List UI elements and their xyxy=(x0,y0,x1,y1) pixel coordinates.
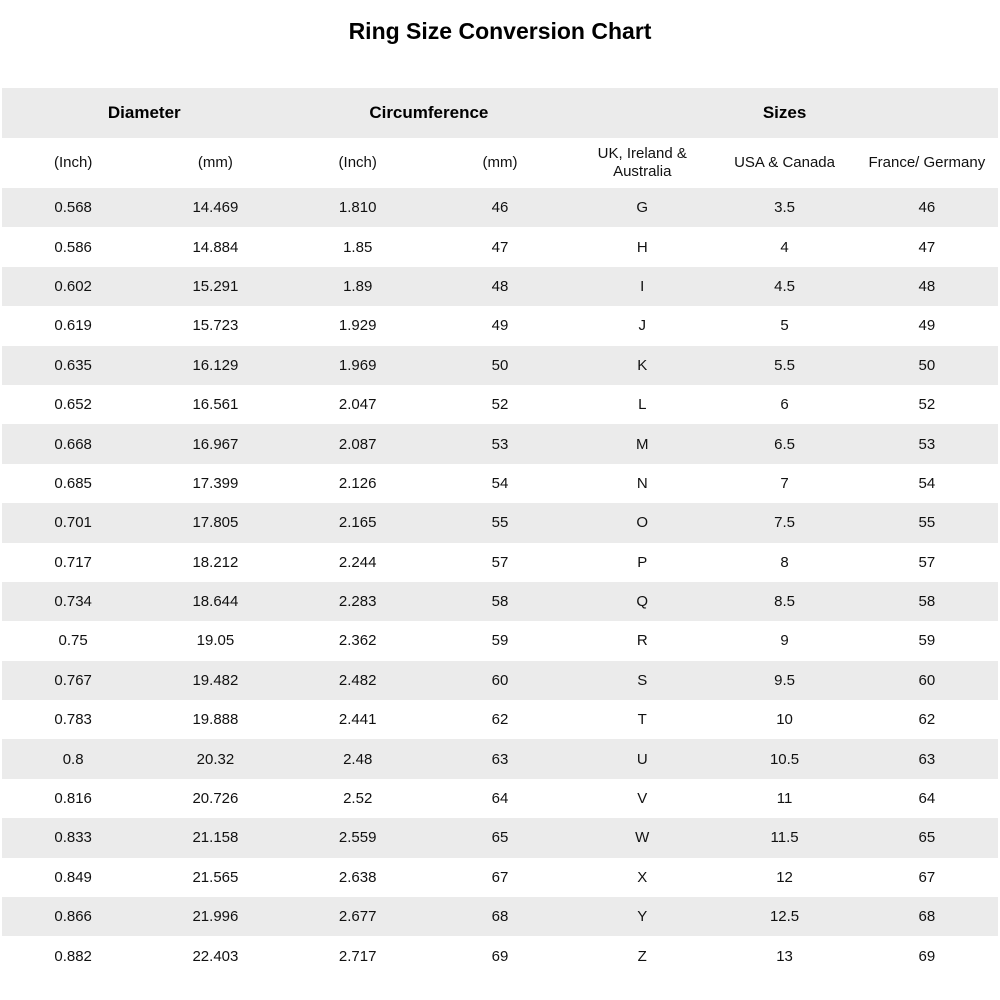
table-cell: 15.723 xyxy=(192,317,239,335)
table-cell: 0.882 xyxy=(54,947,92,965)
table-cell: 2.52 xyxy=(343,790,373,808)
table-cell: 58 xyxy=(856,582,998,621)
table-cell: 53 xyxy=(429,424,571,463)
table-cell: Z xyxy=(637,947,647,965)
table-cell: 48 xyxy=(856,267,998,306)
table-cell: 18.212 xyxy=(192,553,239,571)
table-cell: 0.849 xyxy=(54,868,92,886)
table-cell: 8.5 xyxy=(713,582,855,621)
table-cell: 52 xyxy=(918,396,936,414)
table-cell: 13 xyxy=(776,947,793,965)
table-cell: 55 xyxy=(856,503,998,542)
table-cell: N xyxy=(636,474,648,492)
table-cell: 64 xyxy=(491,790,509,808)
table-cell: 0.734 xyxy=(2,582,144,621)
table-cell: 2.482 xyxy=(287,661,429,700)
table-row xyxy=(2,936,998,975)
table-cell: 0.75 xyxy=(58,632,88,650)
table-cell: I xyxy=(571,267,713,306)
table-cell: 5.5 xyxy=(713,346,855,385)
table-row xyxy=(2,818,998,857)
table-cell: M xyxy=(571,424,713,463)
table-cell: 2.441 xyxy=(338,711,377,729)
table-cell: 0.833 xyxy=(2,818,144,857)
table-cell: 16.129 xyxy=(144,346,286,385)
table-row xyxy=(2,227,998,266)
table-cell: 54 xyxy=(491,474,509,492)
table-cell: 2.362 xyxy=(338,632,377,650)
table-cell: 62 xyxy=(491,711,509,729)
table-cell: 16.967 xyxy=(144,424,286,463)
table-cell: 7.5 xyxy=(713,503,855,542)
table-cell: 46 xyxy=(856,188,998,227)
table-cell: 21.996 xyxy=(144,897,286,936)
column-header-cell: UK, Ireland & Australia xyxy=(571,138,713,188)
table-cell: 2.244 xyxy=(338,553,377,571)
table-cell: 59 xyxy=(491,632,509,650)
table-cell: 57 xyxy=(918,553,936,571)
table-row xyxy=(2,543,998,582)
table-cell: 2.559 xyxy=(287,818,429,857)
column-header-cell: USA & Canada xyxy=(713,138,855,188)
table-cell: Q xyxy=(571,582,713,621)
table-cell: 50 xyxy=(856,346,998,385)
table-cell: 16.561 xyxy=(192,396,239,414)
table-cell: V xyxy=(637,790,648,808)
group-header-cell: Sizes xyxy=(571,88,998,138)
table-cell: 5 xyxy=(780,317,789,335)
table-row xyxy=(2,188,998,227)
table-cell: 12 xyxy=(776,868,793,886)
table-cell: 65 xyxy=(856,818,998,857)
table-cell: 0.701 xyxy=(2,503,144,542)
table-cell: G xyxy=(571,188,713,227)
table-row xyxy=(2,739,998,778)
table-cell: 0.619 xyxy=(54,317,92,335)
table-body xyxy=(2,188,998,976)
table-cell: 18.644 xyxy=(144,582,286,621)
table-cell: T xyxy=(637,711,647,729)
table-cell: 0.816 xyxy=(54,790,92,808)
table-cell: 14.884 xyxy=(192,238,239,256)
table-cell: 50 xyxy=(429,346,571,385)
table-row xyxy=(2,661,998,700)
table-row xyxy=(2,779,998,818)
table-cell: 2.717 xyxy=(338,947,377,965)
table-row xyxy=(2,621,998,660)
table-cell: 1.969 xyxy=(287,346,429,385)
table-cell: 12.5 xyxy=(713,897,855,936)
table-cell: 47 xyxy=(918,238,936,256)
table-cell: 67 xyxy=(491,868,509,886)
table-row xyxy=(2,267,998,306)
table-cell: 1.929 xyxy=(338,317,377,335)
table-cell: 52 xyxy=(491,396,509,414)
table-cell: 10.5 xyxy=(713,739,855,778)
table-cell: 67 xyxy=(918,868,936,886)
table-cell: W xyxy=(571,818,713,857)
table-cell: 14.469 xyxy=(144,188,286,227)
table-cell: 2.165 xyxy=(287,503,429,542)
table-cell: 20.726 xyxy=(192,790,239,808)
table-cell: 69 xyxy=(918,947,936,965)
table-cell: 59 xyxy=(918,632,936,650)
table-row xyxy=(2,700,998,739)
table-row xyxy=(2,346,998,385)
table-row xyxy=(2,464,998,503)
table-cell: 11.5 xyxy=(713,818,855,857)
table-cell: 46 xyxy=(429,188,571,227)
table-cell: 0.586 xyxy=(54,238,92,256)
table-cell: 7 xyxy=(780,474,789,492)
table-row xyxy=(2,582,998,621)
table-cell: 19.888 xyxy=(192,711,239,729)
table-cell: 2.677 xyxy=(287,897,429,936)
table-row xyxy=(2,385,998,424)
table-cell: 49 xyxy=(491,317,509,335)
table-cell: 62 xyxy=(918,711,936,729)
table-cell: 0.602 xyxy=(2,267,144,306)
table-cell: 6.5 xyxy=(713,424,855,463)
table-cell: 4 xyxy=(780,238,789,256)
column-header-cell: France/ Germany xyxy=(856,138,998,188)
table-cell: 17.805 xyxy=(144,503,286,542)
table-cell: 2.48 xyxy=(287,739,429,778)
table-cell: U xyxy=(571,739,713,778)
table-cell: 17.399 xyxy=(192,474,239,492)
table-cell: 0.767 xyxy=(2,661,144,700)
table-cell: 60 xyxy=(429,661,571,700)
table-cell: 21.158 xyxy=(144,818,286,857)
table-row xyxy=(2,306,998,345)
table-cell: 55 xyxy=(429,503,571,542)
column-header-cell: (Inch) xyxy=(287,138,429,188)
table-cell: 58 xyxy=(429,582,571,621)
table-cell: 8 xyxy=(780,553,789,571)
table-row xyxy=(2,424,998,463)
table-cell: 57 xyxy=(491,553,509,571)
table-cell: 47 xyxy=(491,238,509,256)
table-cell: 2.283 xyxy=(287,582,429,621)
table-cell: 19.05 xyxy=(196,632,235,650)
table-cell: 0.783 xyxy=(54,711,92,729)
table-cell: 49 xyxy=(918,317,936,335)
table-cell: L xyxy=(638,396,647,414)
table-cell: 0.668 xyxy=(2,424,144,463)
table-row xyxy=(2,897,998,936)
table-row xyxy=(2,858,998,897)
table-cell: 0.568 xyxy=(2,188,144,227)
table-row xyxy=(2,503,998,542)
table-cell: 19.482 xyxy=(144,661,286,700)
column-header-row xyxy=(2,138,998,188)
table-cell: S xyxy=(571,661,713,700)
table-cell: 9.5 xyxy=(713,661,855,700)
table-cell: X xyxy=(637,868,648,886)
table-cell: 15.291 xyxy=(144,267,286,306)
table-cell: 22.403 xyxy=(192,947,239,965)
table-cell: 0.635 xyxy=(2,346,144,385)
table-cell: 2.126 xyxy=(338,474,377,492)
table-cell: K xyxy=(571,346,713,385)
table-head xyxy=(2,88,998,188)
table-cell: 9 xyxy=(780,632,789,650)
table-cell: 10 xyxy=(776,711,793,729)
table-cell: 11 xyxy=(776,790,793,808)
table-cell: 2.087 xyxy=(287,424,429,463)
table-cell: Y xyxy=(571,897,713,936)
group-header-cell: Diameter xyxy=(2,88,287,138)
table-cell: H xyxy=(636,238,648,256)
table-cell: 6 xyxy=(780,396,789,414)
table-cell: 3.5 xyxy=(713,188,855,227)
column-header-cell: (mm) xyxy=(429,138,571,188)
table-cell: 0.8 xyxy=(2,739,144,778)
table-cell: 0.717 xyxy=(54,553,92,571)
ring-size-table xyxy=(2,88,998,976)
table-cell: J xyxy=(638,317,647,335)
table-cell: 48 xyxy=(429,267,571,306)
table-cell: 54 xyxy=(918,474,936,492)
table-cell: 63 xyxy=(856,739,998,778)
group-header-row xyxy=(2,88,998,138)
table-cell: P xyxy=(637,553,648,571)
table-cell: 0.685 xyxy=(54,474,92,492)
table-cell: 1.810 xyxy=(287,188,429,227)
table-cell: O xyxy=(571,503,713,542)
table-cell: 20.32 xyxy=(144,739,286,778)
table-cell: 53 xyxy=(856,424,998,463)
table-cell: 2.638 xyxy=(338,868,377,886)
table-cell: R xyxy=(636,632,648,650)
table-cell: 1.89 xyxy=(287,267,429,306)
table-cell: 64 xyxy=(918,790,936,808)
table-cell: 68 xyxy=(856,897,998,936)
table-cell: 0.652 xyxy=(54,396,92,414)
table-cell: 65 xyxy=(429,818,571,857)
table-cell: 68 xyxy=(429,897,571,936)
column-header-cell: (mm) xyxy=(144,138,286,188)
column-header-cell: (Inch) xyxy=(2,138,144,188)
page-title: Ring Size Conversion Chart xyxy=(348,18,652,44)
page xyxy=(2,0,998,976)
table-cell: 1.85 xyxy=(343,238,373,256)
table-cell: 21.565 xyxy=(192,868,239,886)
group-header-cell: Circumference xyxy=(287,88,572,138)
table-cell: 2.047 xyxy=(338,396,377,414)
table-cell: 69 xyxy=(491,947,509,965)
table-cell: 0.866 xyxy=(2,897,144,936)
table-cell: 63 xyxy=(429,739,571,778)
table-cell: 60 xyxy=(856,661,998,700)
table-cell: 4.5 xyxy=(713,267,855,306)
